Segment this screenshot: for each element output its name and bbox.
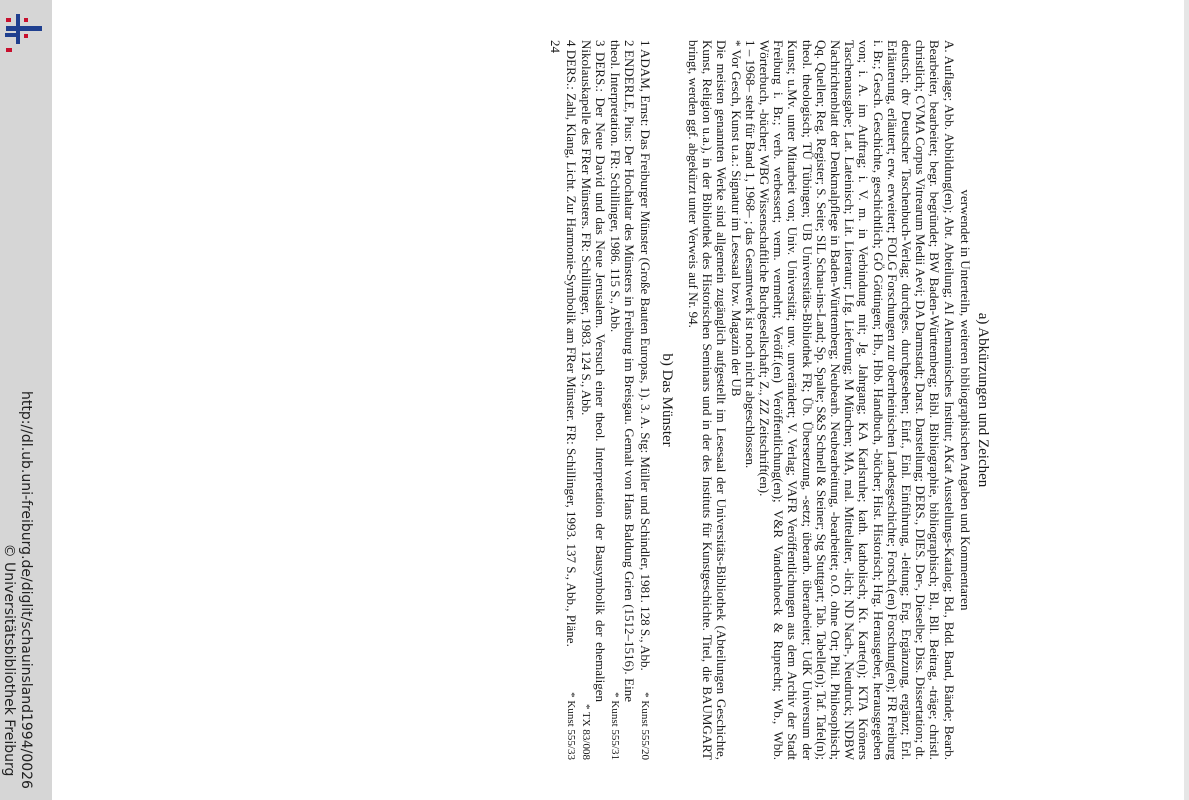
entry-text: 1 ADAM, Ernst: Das Freiburger Münster (Große Bauten Europas, 1). 3. A. Stg: Müller und Schindler, 1981. 128 S., Abb. [637,40,653,671]
shelf-signature: * Kunst 555/20 [638,692,651,760]
note-signature: * Vor Gesch, Kunst u.a.: Signatur im Lesesaal bzw. Magazin der UB [728,40,744,397]
document-url[interactable]: http://dl.ub.uni-freiburg.de/diglit/schauinsland1994/0026 [18,391,34,789]
viewer-sidebar [0,0,52,800]
copyright-notice: © Universitätsbibliothek Freiburg [1,543,17,777]
scanned-page [250,40,990,760]
bibliography-entry [579,40,607,760]
shelf-signature: * TX 83/008 [579,703,592,760]
bibliography-entry [637,40,651,760]
section-heading-abbreviations: a) Abkürzungen und Zeichen [975,312,991,488]
page-edge [1184,0,1189,800]
section-heading-muenster: b) Das Münster [658,353,675,447]
bibliography-entry [563,40,577,760]
note-location: Die meisten genannten Werke sind allgemein zugänglich aufgestellt im Lesesaal der Universitäts-Bibliothek (Abteilungen Geschichte, Kunst, Religion u.a.), in der Bibliothek des Historischen Seminars und in der des Instituts für Kunstgeschichte. Titel, die BAUMGART bringt, werden ggf. abgekürzt unter Verweis auf Nr. 94. [685,40,730,760]
entry-text: 3 DERS.: Der Neue David und das Neue Jerusalem. Versuch einer theol. Interpretation der Bausymbolik der ehemaligen Nikolauskapelle des FRer Münsters. FR: Schillinger, 1983. 124 S., Abb. [578,40,608,702]
shelf-signature: * Kunst 555/31 [609,692,622,760]
bibliography-entry [608,40,636,760]
abbreviations-intro: verwendet in Unterteiln, weiteren bibliographischen Angaben und Kommentaren [957,189,973,611]
entry-text: 2 ENDERLE, Pius: Der Hochaltar des Münsters in Freiburg im Breisgau. Gemalt von Hans Baldung Grien (1512–1516). Eine theol. Interpretation. FR: Schillinger, 1986. 115 S., Abb. [608,40,638,702]
university-logo [2,8,46,52]
entry-text: 4 DERS.: Zahl, Klang, Licht. Zur Harmonie-Symbolik am FRer Münster. FR: Schillinger, 1993. 137 S., Abb., Pläne. [563,40,579,647]
page-number: 24 [548,40,564,53]
shelf-signature: * Kunst 555/33 [564,692,577,760]
note-volume: 1 – 1968– steht für Band 1, 1968– ; das Gesamtwerk ist noch nicht abgeschlossen. [742,40,758,469]
abbreviations-list: A. Auflage; Abb. Abbildung(en); Abt. Abteilung; AI Alemannisches Institut; AKat Ausstellungs-Katalog; Bd., Bdd. Band, Bände; Bearb. Bearbeiter, bearbeitet; begr. begründet; BW Baden-Württemberg; Bibl. Bibliographie, bibliographisch; Bl., Bll. Beitrag, -träge; christl. christlich; CVMA Corpus Vitrearum Medii Aevi; DA Darmstadt; Darst. Darstellung; DERS., DIES. Der-, Dieselbe; Diss. Dissertation; dt. deutsch; dtv Deutscher Taschenbuch-Verlag; durchges. durchgesehen; Einf., Einl. Einführung, -leitung; Erg. Ergänzung, ergänzt; Erl. Erläuterung, erläutert; erw. erweitert; FOLG Forschungen zur oberrheinischen Landesgeschichte; Forsch.(en) Forschung(en); FR Freiburg i. Br.; Gesch. Geschichte, geschichtlich; GÖ Göttingen; Hb., Hbb. Handbuch, -bücher; Hist. Historisch; Hrg. Herausgeber, herausgegeben von; i. A. im Auftrag; i. V. m. in Verbindung mit; Jg. Jahrgang; KA Karlsruhe; kath. katholisch; Kt. Karte(n); KTA Kröners Taschenausgabe; Lat. Lateinisch; Lit. Literatur; Lfg. Lieferung; M München; MA, mal. Mittelalter, -lich; ND Nach-, Neudruck; NDBW Nachrichtenblatt der Denkmalpflege in Baden-Württemberg; Neubearb. Neubearbeitung, -bearbeitet; o.O. ohne Ort; Phil. Philosophisch; Qq. Quellen; Reg. Register; S. Seite; SIL Schau-ins-Land; Sp. Spalte; S&S Schnell & Steiner; Stg Stuttgart; Tab. Tabelle(n); Taf. Tafel(n); theol. theologisch; TÜ Tübingen; UB Universitäts-Bibliothek FR; Üb. Übersetzung, -setzt; überarb. überarbeitet; UdK Universum der Kunst; u.Mv. unter Mitarbeit von; Univ. Universität; unv. unverändert; V. Verlag; VAFR Veröffentlichungen aus dem Archiv der Stadt Freiburg i. Br.; verb. verbessert; verm. vermehrt; Veröff.(en) Veröffentlichung(en); V&R Vandenhoeck & Ruprecht; Wb., Wbb. Wörterbuch, -bücher; WBG Wissenschaftliche Buchgesellschaft; Z., ZZ Zeitschrift(en). [756,40,957,760]
